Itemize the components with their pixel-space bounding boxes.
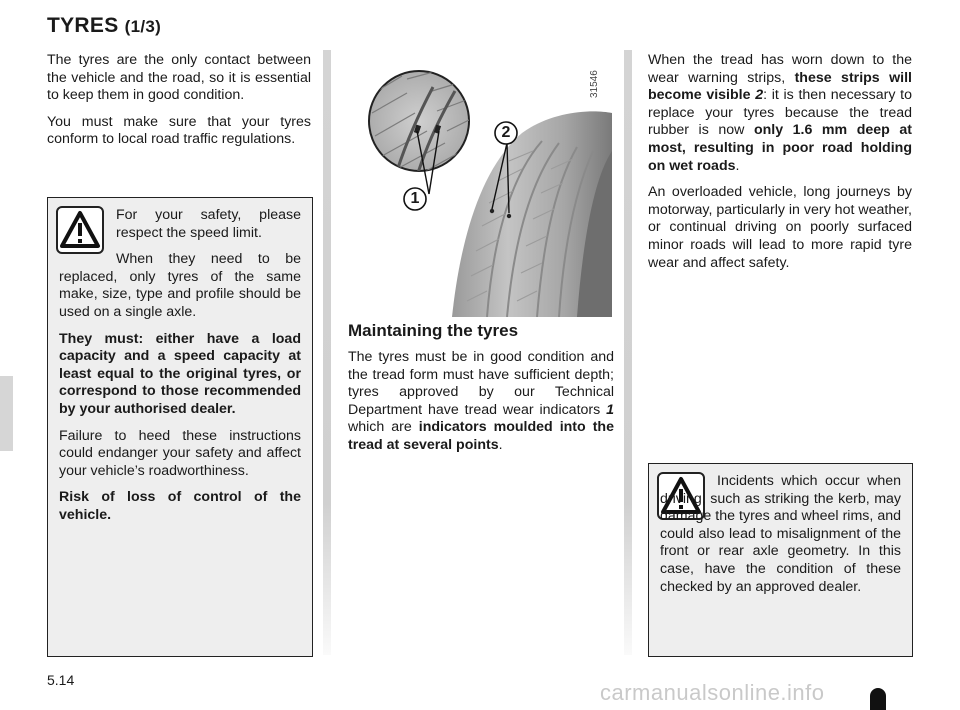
callout-1-label: 1 xyxy=(410,190,420,207)
safety-warning-box xyxy=(47,197,313,657)
chapter-tab xyxy=(0,376,13,451)
right-paragraph-2: An overloaded vehicle, long journeys by motorway, particularly in very hot weather, or continual driving on poorly surfaced minor roads will lead to more rapid tyre wear and affect safety. xyxy=(648,184,912,271)
watermark: carmanualsonline.info xyxy=(600,680,825,705)
page-number: 5.14 xyxy=(47,672,75,688)
page-title xyxy=(47,14,161,38)
right-p1-b: these strips will become visible xyxy=(648,69,912,104)
callout-2-label: 2 xyxy=(501,124,511,141)
right-column-text xyxy=(648,52,912,281)
section-heading: Maintaining the tyres xyxy=(348,321,519,340)
warning1-paragraph-1: For your safety, please respect the speed limit. xyxy=(116,207,301,241)
figure-code: 31546 xyxy=(589,70,600,98)
warning2-paragraph: Incidents which occur when driving, such as striking the kerb, may damage the tyres and wheel rims, and could also lead to misalignment of the front or rear axle geometry. In this case, have the condition of these checked by an approved dealer. xyxy=(660,473,901,595)
maintaining-text-b: which are xyxy=(348,419,419,436)
maintaining-text-c: . xyxy=(498,436,503,453)
page-edge-mark xyxy=(870,688,886,710)
title-part: (1/3) xyxy=(124,17,162,36)
column-divider-right xyxy=(624,50,632,655)
intro-paragraph-1: The tyres are the only contact between the vehicle and the road, so it is essential to keep them in good condition. xyxy=(47,52,311,104)
warning1-paragraph-4: Failure to heed these instructions could endanger your safety and affect your vehicle’s roadworthiness. xyxy=(59,427,301,479)
title-text: TYRES xyxy=(47,14,119,37)
column-divider-left xyxy=(323,50,331,655)
warning1-paragraph-3: They must: either have a load capacity and a speed capacity at least equal to the original tyres, or correspond to those recommended by your authorised dealer. xyxy=(59,330,301,417)
maintaining-text-a: The tyres must be in good condition and the tread form must have sufficient depth; tyres approved by our Technical Department have tread wear indicators xyxy=(348,349,614,418)
right-p1-d: only 1.6 mm deep at most, resulting in poor road holding on wet roads xyxy=(648,122,912,174)
warning1-paragraph-5: Risk of loss of control of the vehicle. xyxy=(59,489,301,523)
right-p1-e: . xyxy=(735,157,740,174)
tyre-illustration xyxy=(337,51,612,317)
intro-paragraph-2: You must make sure that your tyres conform to local road traffic regulations. xyxy=(47,113,311,148)
right-p1-c: : it is then necessary to replace your tyres because the tread rubber is now xyxy=(648,87,912,139)
intro-text xyxy=(47,52,311,158)
warning1-paragraph-2: When they need to be replaced, only tyres of the same make, size, type and profile should be used on a single axle. xyxy=(59,251,301,320)
right-p1-a: When the tread has worn down to the wear warning strips, xyxy=(648,52,912,86)
indicator-reference: 1 xyxy=(606,401,614,418)
strip-reference: 2 xyxy=(755,87,764,104)
maintaining-text xyxy=(348,349,614,464)
maintaining-bold: indicators moulded into the tread at several points xyxy=(348,419,614,453)
incident-warning-box xyxy=(648,463,913,657)
